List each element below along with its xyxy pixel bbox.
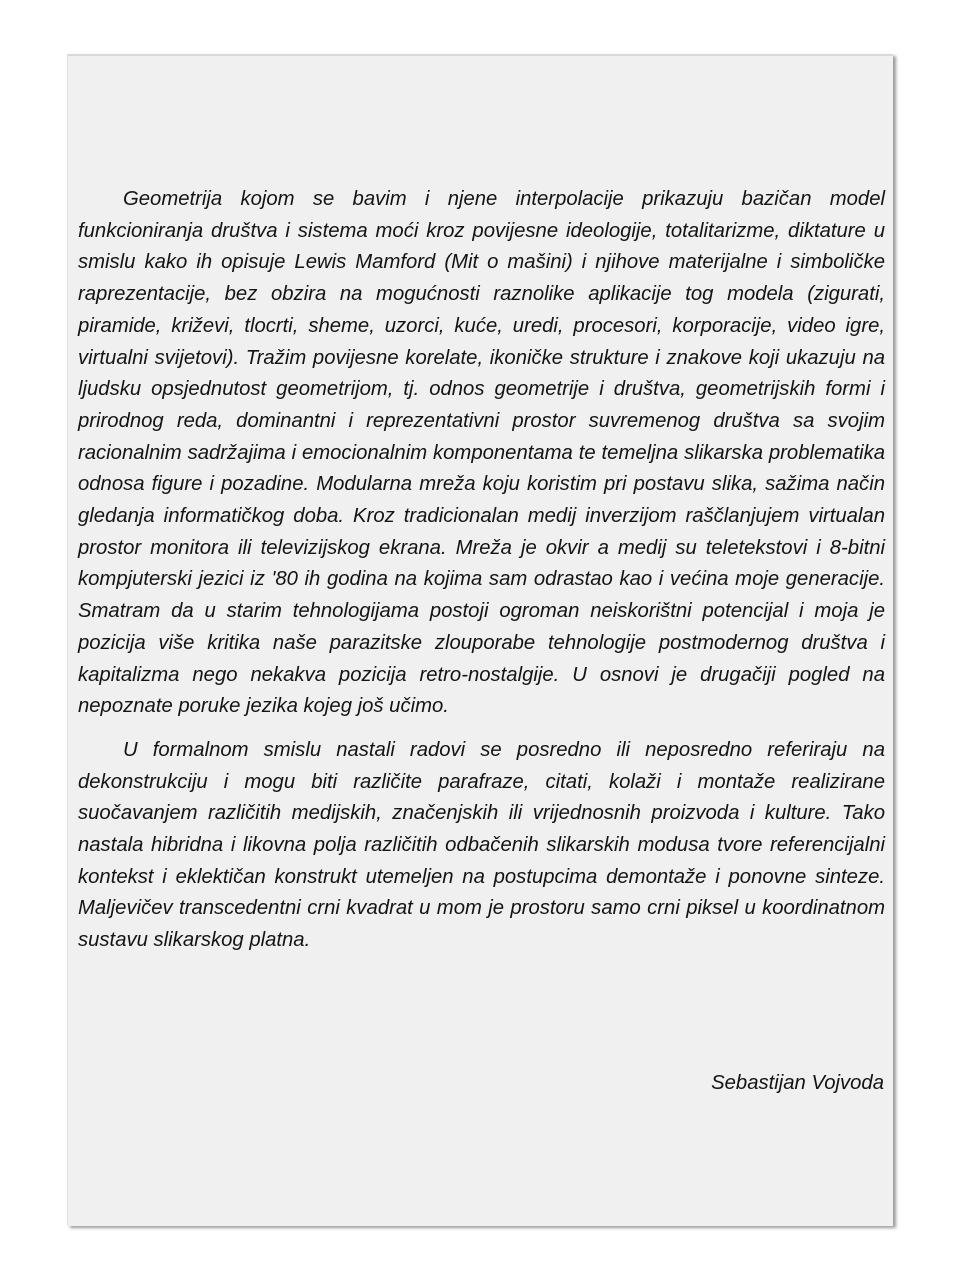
signature: Sebastijan Vojvoda [711,1072,884,1094]
document-page [67,54,893,1226]
paragraph-1: Geometrija kojom se bavim i njene interpolacije prikazuju bazičan model funkcioniranja društva i sistema moći kroz povijesne ideologije, totalitarizme, diktature u smislu kako ih opisuje Lewis Mamford (Mit o mašini) i njihove materijalne i simboličke raprezentacije, bez obzira na mogućnosti raznolike aplikacije tog modela (zigurati, piramide, križevi, tlocrti, sheme, uzorci, kuće, uredi, procesori, korporacije, video igre, virtualni svijetovi). Tražim povijesne korelate, ikoničke strukture i znakove koji ukazuju na ljudsku opsjednutost geometrijom, tj. odnos geometrije i društva, geometrijskih formi i prirodnog reda, dominantni i reprezentativni prostor suvremenog društva sa svojim racionalnim sadržajima i emocionalnim komponentama te temeljna slikarska problematika odnosa figure i pozadine. Modularna mreža koju koristim pri postavu slika, sažima način gledanja informatičkog doba. Kroz tradicionalan medij inverzijom raščlanjujem virtualan prostor monitora ili televizijskog ekrana. Mreža je okvir a medij su teletekstovi i 8-bitni kompjuterski jezici iz '80 ih godina na kojima sam odrastao kao i većina moje generacije. Smatram da u starim tehnologijama postoji ogroman neiskorištni potencijal i moja je pozicija više kritika naše parazitske zlouporabe tehnologije postmodernog društva i kapitalizma nego nekakva pozicija retro-nostalgije. U osnovi je drugačiji pogled na nepoznate poruke jezika kojeg još učimo. [78,188,885,718]
document-body [78,184,885,957]
paragraph-2: U formalnom smislu nastali radovi se posredno ili neposredno referiraju na dekonstrukciju i mogu biti različite parafraze, citati, kolaži i montaže realizirane suočavanjem različitih medijskih, značenjskih ili vrijednosnih proizvoda i kulture. Tako nastala hibridna i likovna polja različitih odbačenih slikarskih modusa tvore referencijalni kontekst i eklektičan konstrukt utemeljen na postupcima demontaže i ponovne sinteze. Maljevičev transcedentni crni kvadrat u mom je prostoru samo crni piksel u koordinatnom sustavu slikarskog platna. [78,738,885,952]
